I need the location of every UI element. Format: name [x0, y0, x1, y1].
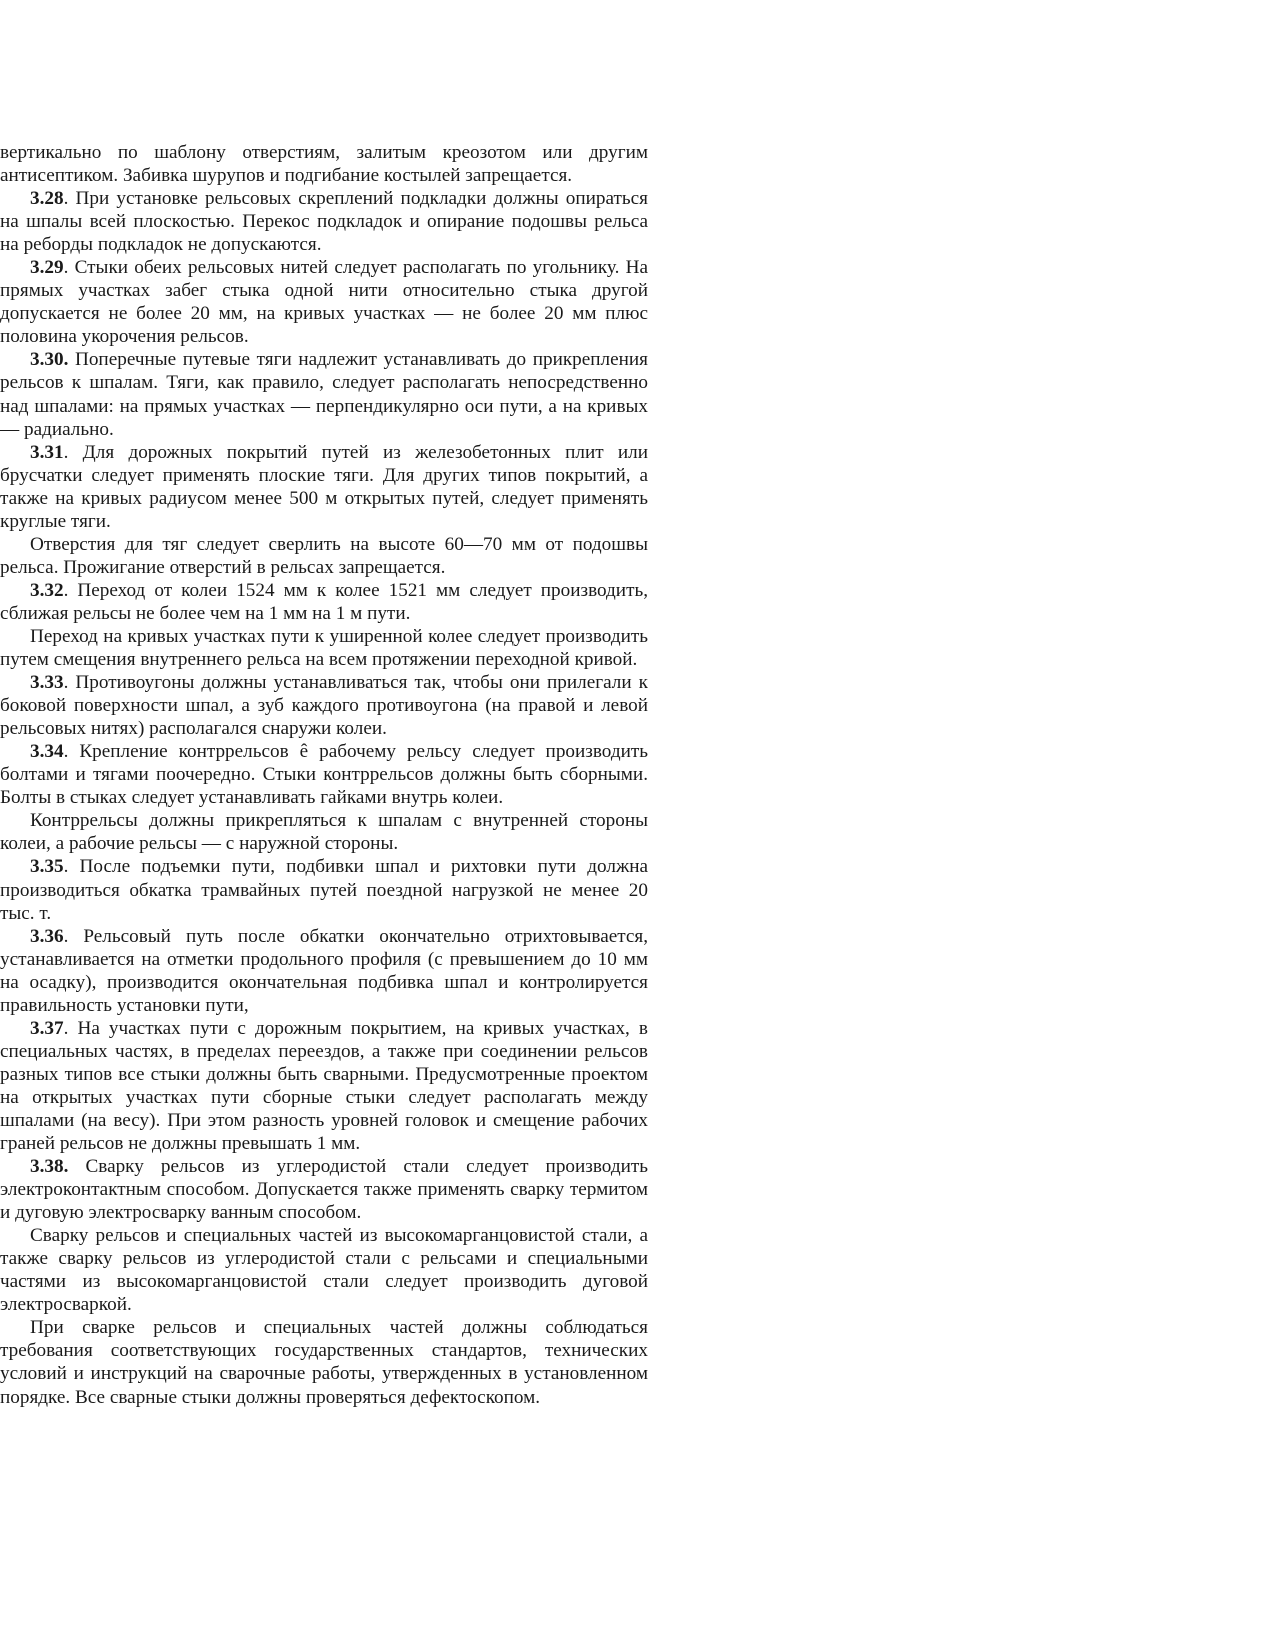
paragraph-text: . Переход от колеи 1524 мм к колее 1521 мм следует производить, сближая рельсы не более чем на 1 мм на 1 м пути.: [0, 579, 648, 624]
paragraph-3-31: [0, 441, 648, 533]
paragraph-text: Контррельсы должны прикрепляться к шпалам с внутренней стороны колеи, а рабочие рельсы — с наружной стороны.: [0, 810, 648, 855]
clause-number: 3.34: [30, 741, 64, 763]
paragraph-text: При сварке рельсов и специальных частей должны соблюдаться требования соответствующих государственных стандартов, технических условий и инструкций на сварочные работы, утвержденных в установленном порядке. Все сварные стыки должны проверяться дефектоскопом.: [0, 1317, 648, 1408]
paragraph-text: вертикально по шаблону отверстиям, залитым креозотом или другим антисептиком. Забивка шурупов и подгибание костылей запрещается.: [0, 142, 648, 187]
paragraph-3-28: [0, 187, 648, 256]
paragraph-3-32-curves: [0, 625, 648, 671]
paragraph-text: Отверстия для тяг следует сверлить на высоте 60—70 мм от подошвы рельса. Прожигание отверстий в рельсах запрещается.: [0, 533, 648, 578]
clause-number: 3.38.: [30, 1156, 69, 1178]
paragraph-3-30: [0, 348, 648, 440]
paragraph-3-36: [0, 925, 648, 1017]
paragraph-text: . Крепление контррельсов ê рабочему рельсу следует производить болтами и тягами поочередно. Стыки контррельсов должны быть сборными. Болты в стыках следует устанавливать гайками внутрь колеи.: [0, 741, 648, 809]
paragraph-text: . На участках пути с дорожным покрытием, на кривых участках, в специальных частях, в пределах переездов, а также при соединении рельсов разных типов все стыки должны быть сварными. Предусмотренные проектом на открытых участках пути сборные стыки следует располагать между шпалами (на весу). При этом разность уровней головок и смещение рабочих граней рельсов не должны превышать 1 мм.: [0, 1017, 648, 1155]
paragraph-text: Поперечные путевые тяги надлежит устанавливать до прикрепления рельсов к шпалам. Тяги, как правило, следует располагать непосредственно над шпалами: на прямых участках — перпендикулярно оси пути, а на кривых — радиально.: [0, 349, 648, 440]
paragraph-text: . Противоугоны должны устанавливаться так, чтобы они прилегали к боковой поверхности шпал, а зуб каждого противоугона (на правой и левой рельсовых нитях) располагался снаружи колеи.: [0, 672, 648, 740]
paragraph-text: . После подъемки пути, подбивки шпал и рихтовки пути должна производиться обкатка трамвайных путей поездной нагрузкой не менее 20 тыс. т.: [0, 856, 648, 924]
paragraph-3-37: [0, 1017, 648, 1155]
clause-number: 3.37: [30, 1017, 64, 1039]
paragraph-text: . Рельсовый путь после обкатки окончательно отрихтовывается, устанавливается на отметки продольного профиля (с превышением до 10 мм на осадку), производится окончательная подбивка шпал и контролируется правильность установки пути,: [0, 925, 648, 1016]
clause-number: 3.31: [30, 441, 64, 463]
clause-number: 3.36: [30, 925, 64, 947]
paragraph-3-35: [0, 855, 648, 924]
paragraph-3-29: [0, 256, 648, 348]
clause-number: 3.35: [30, 856, 64, 878]
clause-number: 3.33: [30, 672, 64, 694]
paragraph-3-31-holes: [0, 533, 648, 579]
paragraph-text: . Стыки обеих рельсовых нитей следует располагать по угольнику. На прямых участках забег стыка одной нити относительно стыка другой допускается не более 20 мм, на кривых участках — не более 20 мм плюс половина укорочения рельсов.: [0, 257, 648, 348]
paragraph-3-38-standards: [0, 1316, 648, 1408]
paragraph-3-32: [0, 579, 648, 625]
paragraph-3-34: [0, 740, 648, 809]
paragraph-text: . При установке рельсовых скреплений подкладки должны опираться на шпалы всей плоскостью. Перекос подкладок и опирание подошвы рельса на реборды подкладок не допускаются.: [0, 188, 648, 256]
clause-number: 3.30.: [30, 349, 69, 371]
paragraph-3-34-counterrails: [0, 809, 648, 855]
clause-number: 3.29: [30, 257, 64, 279]
paragraph-text: . Для дорожных покрытий путей из железобетонных плит или брусчатки следует применять плоские тяги. Для других типов покрытий, а также на кривых радиусом менее 500 м открытых путей, следует применять круглые тяги.: [0, 441, 648, 532]
paragraph-3-33: [0, 671, 648, 740]
clause-number: 3.32: [30, 579, 64, 601]
paragraph-text: Переход на кривых участках пути к уширенной колее следует производить путем смещения внутреннего рельса на всем протяжении переходной кривой.: [0, 625, 648, 671]
paragraph-3-38-manganese: [0, 1224, 648, 1316]
clause-number: 3.28: [30, 188, 64, 210]
paragraph-continuation: [0, 141, 648, 187]
paragraph-text: Сварку рельсов и специальных частей из высокомарганцовистой стали, а также сварку рельсов из углеродистой стали с рельсами и специальными частями из высокомарганцовистой стали следует производить дуговой электросваркой.: [0, 1225, 648, 1316]
document-page: [0, 141, 648, 1409]
paragraph-text: Сварку рельсов из углеродистой стали следует производить электроконтактным способом. Допускается также применять сварку термитом и дуговую электросварку ванным способом.: [0, 1156, 648, 1224]
paragraph-3-38: [0, 1155, 648, 1224]
